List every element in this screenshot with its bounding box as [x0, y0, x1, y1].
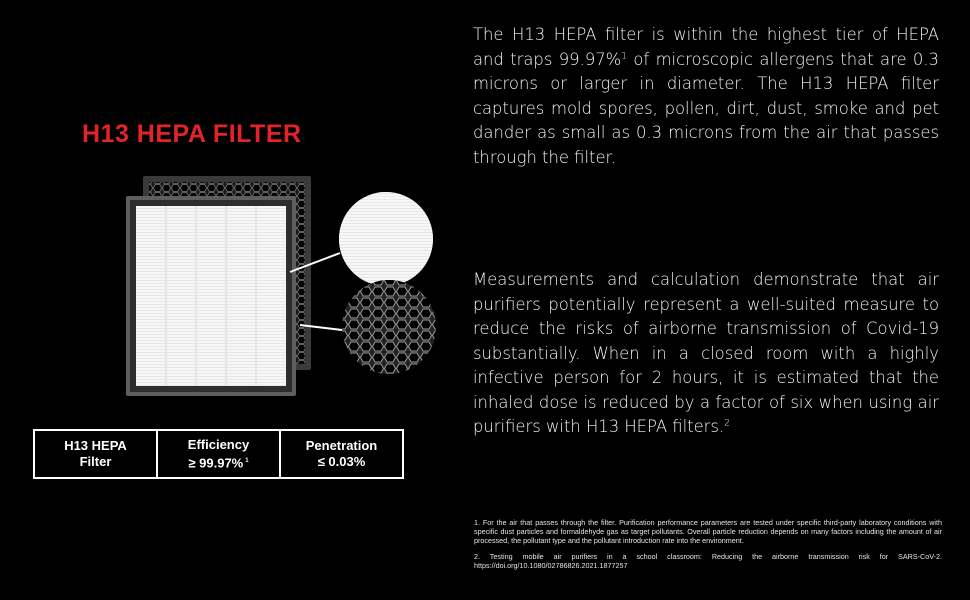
footnote-1: 1. For the air that passes through the filter. Purification performance parameters are tested under specific third-party laboratory conditions with specific dust particles and formaldehyde gas as target pollutants. Overall particle reduction depends on many factors including the amount of air processed, the pollutant type and the pollutant introduction rate into the environment. [474, 518, 942, 545]
spec-table [33, 429, 404, 479]
description-paragraph-2 [473, 268, 939, 440]
honeycomb-closeup-image [342, 280, 436, 374]
spec-cell-value: ≥ 99.97% [188, 455, 244, 471]
spec-cell-value: ≤ 0.03% [317, 454, 366, 469]
page-title: H13 HEPA FILTER [82, 120, 302, 148]
spec-cell-label: Efficiency [187, 436, 250, 452]
footnote-ref: 1 [621, 51, 627, 62]
footnote-ref: 2 [724, 418, 730, 429]
spec-cell-label: H13 HEPA [64, 438, 127, 453]
spec-cell-penetration [279, 431, 402, 477]
footnotes [474, 518, 942, 577]
paragraph-text: The H13 HEPA filter is within the highest tier of HEPA and traps 99.97% [473, 25, 939, 69]
hepa-filter-image [126, 196, 296, 396]
footnote-2: 2. Testing mobile air purifiers in a school classroom: Reducing the airborne transmission risk for SARS-CoV-2. https://doi.org/10.1080/02786826.2021.1877257 [474, 552, 942, 570]
spec-cell-label: Penetration [305, 438, 378, 453]
filter-illustration [0, 0, 470, 420]
footnote-ref: 1 [245, 457, 249, 464]
paragraph-text: of microscopic allergens that are 0.3 microns or larger in diameter. The H13 HEPA filter captures mold spores, pollen, dirt, dust, smoke and pet dander as small as 0.3 microns from the air that passes through the filter. [473, 49, 939, 167]
pleat-closeup-image [339, 192, 433, 286]
spec-cell-value: Filter [79, 454, 112, 469]
spec-cell-efficiency [156, 431, 279, 477]
paragraph-text: Measurements and calculation demonstrate that air purifiers potentially represent a well-suited measure to reduce the risks of airborne transmission of Covid-19 substantially. When in a closed room with a highly infective person for 2 hours, it is estimated that the inhaled dose is reduced by a factor of six when using air purifiers with H13 HEPA filters. [473, 270, 939, 436]
description-paragraph-1 [473, 23, 939, 170]
spec-cell-filter [35, 431, 156, 477]
